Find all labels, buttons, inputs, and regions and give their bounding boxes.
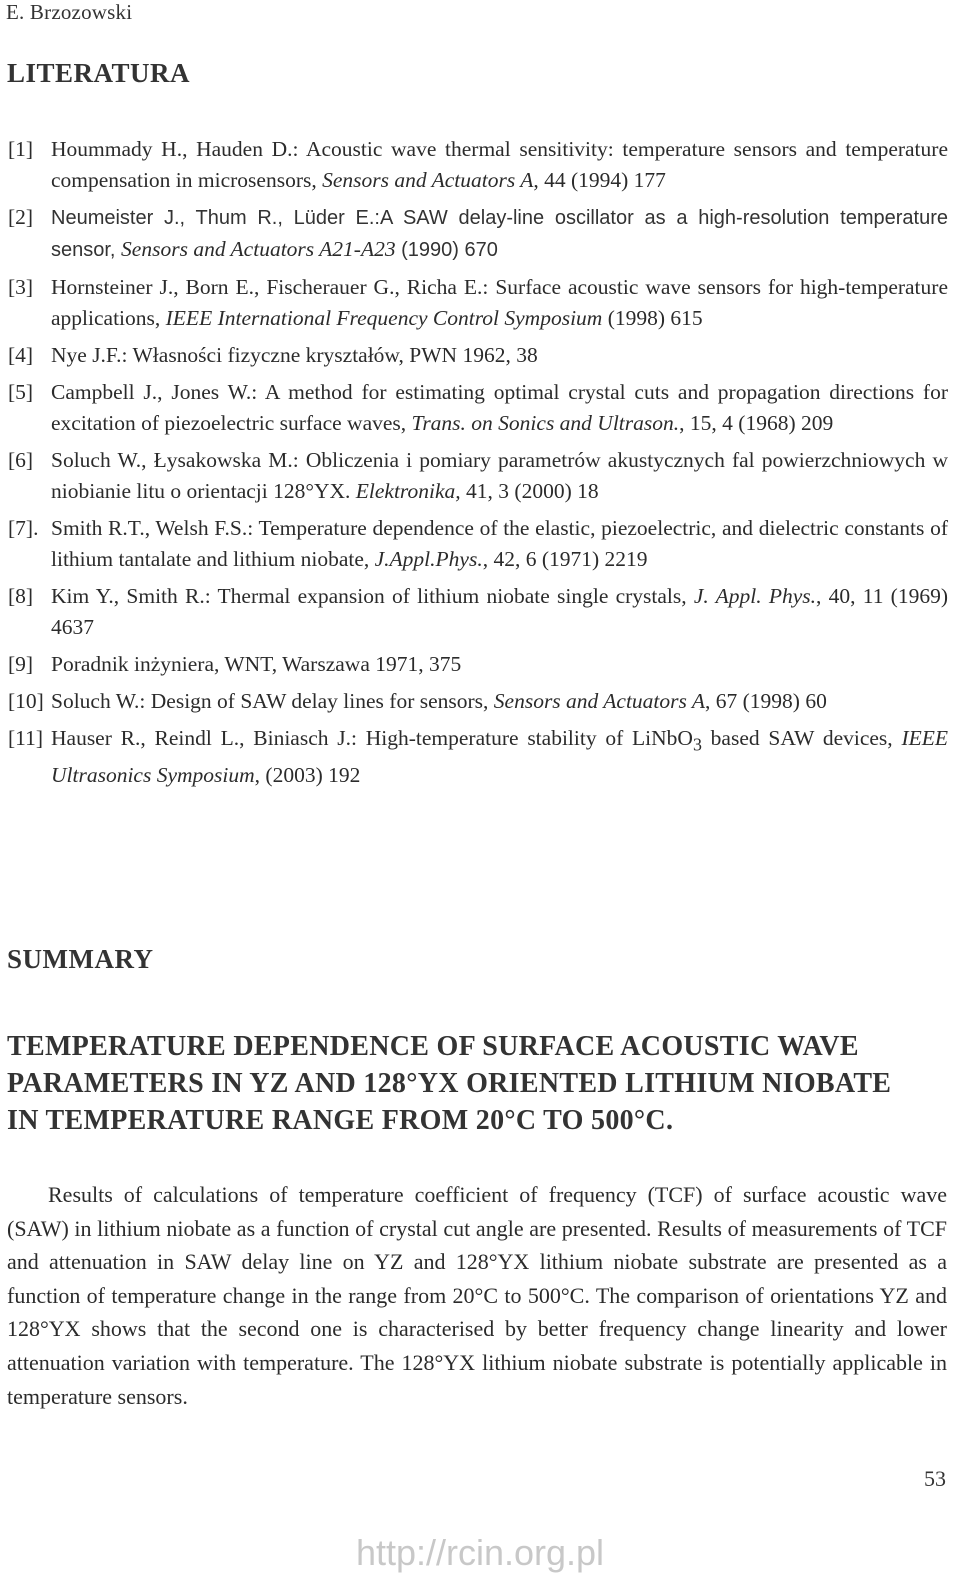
reference-source-title: Sensors and Actuators A21-A23 [121,237,396,261]
reference-text: Campbell J., Jones W.: A method for estimating optimal crystal cuts and propagation directions for excitation of piezoelectric surface waves, [51,380,948,435]
reference-item [8,340,948,371]
reference-list [8,134,948,797]
reference-number: [4] [8,343,34,367]
reference-number: [7]. [8,516,39,540]
reference-source-title: Elektronika, [355,479,461,503]
reference-text: , 15, 4 (1968) 209 [679,411,834,435]
reference-source-title: Sensors and Actuators A [493,689,706,713]
reference-item [8,649,948,680]
reference-number: [10] [8,689,44,713]
reference-text: Soluch W., Łysakowska M.: Obliczenia i pomiary parametrów akustycznych fal powierzchniowych w niobianie litu o orientacji 128°YX. [51,448,948,503]
reference-text: (1990) 670 [395,239,498,261]
reference-item [8,513,948,575]
reference-text: Kim Y., Smith R.: Thermal expansion of lithium niobate single crystals, [51,584,694,608]
title-line: IN TEMPERATURE RANGE FROM 20°C TO 500°C. [7,1105,674,1136]
literatura-heading: LITERATURA [7,58,191,88]
reference-number: [5] [8,380,34,404]
reference-text: , 40, 11 (1969) 4637 [51,584,948,639]
reference-number: [8] [8,584,34,608]
page-number: 53 [924,1466,946,1491]
reference-text: , 44 (1994) 177 [533,168,666,192]
reference-source-title: Sensors and Actuators A [322,168,534,192]
reference-text: Soluch W.: Design of SAW delay lines for sensors, [51,689,494,713]
title-line: TEMPERATURE DEPENDENCE OF SURFACE ACOUSTIC WAVE [7,1031,859,1062]
reference-source-title: J. Appl. Phys. [693,584,817,608]
reference-text: , 67 (1998) 60 [705,689,827,713]
reference-number: [1] [8,137,34,161]
reference-item [8,134,948,196]
reference-number: [6] [8,448,34,472]
running-header-author: E. Brzozowski [6,0,133,24]
reference-number: [3] [8,275,34,299]
reference-text: 41, 3 (2000) 18 [460,479,599,503]
reference-item [8,202,948,266]
reference-source-title: IEEE Ultrasonics Symposium [51,726,948,788]
reference-text: Neumeister J., Thum R., Lüder E.:A SAW delay-line oscillator as a high-resolution temperature sensor, [51,207,948,261]
reference-source-title: IEEE International Frequency Control Symposium [165,306,603,330]
reference-text: , (2003) 192 [254,763,361,788]
reference-text: Smith R.T., Welsh F.S.: Temperature dependence of the elastic, piezoelectric, and dielectric constants of lithium tantalate and lithium niobate, [51,516,948,571]
title-line: PARAMETERS IN YZ AND 128°YX ORIENTED LITHIUM NIOBATE [7,1068,892,1099]
reference-number: [2] [8,205,34,229]
watermark-url: http://rcin.org.pl [355,1532,605,1573]
reference-text: (1998) 615 [602,306,703,330]
reference-item [8,686,948,717]
reference-item [8,377,948,439]
reference-number: [9] [8,652,34,676]
reference-number: [11] [8,726,44,750]
reference-text: Hoummady H., Hauden D.: Acoustic wave thermal sensitivity: temperature sensors and temperature compensation in microsensors, [51,137,948,192]
reference-text: Nye J.F.: Własności fizyczne kryształów, PWN 1962, 38 [51,343,538,367]
reference-item [8,272,948,334]
reference-source-title: J.Appl.Phys. [374,547,483,571]
reference-text: Poradnik inżyniera, WNT, Warszawa 1971, 375 [51,652,462,676]
reference-text: , 42, 6 (1971) 2219 [482,547,648,571]
reference-text: based SAW devices, [701,726,902,750]
reference-source-title: Trans. on Sonics and Ultrason. [411,411,680,435]
paper-title [7,1028,952,1139]
reference-text: Hauser R., Reindl L., Biniasch J.: High-temperature stability of LiNbO [51,726,693,750]
reference-text: Hornsteiner J., Born E., Fischerauer G., Richa E.: Surface acoustic wave sensors for high-temperature applications, [51,275,948,330]
reference-item [8,723,948,791]
abstract-paragraph: Results of calculations of temperature coefficient of frequency (TCF) of surface acoustic wave (SAW) in lithium niobate as a function of crystal cut angle are presented. Results of measurements of TCF and attenuation in SAW delay line on YZ and 128°YX lithium niobate substrate are presented as a function of temperature change in the range from 20°C to 500°C. The comparison of orientations YZ and 128°YX shows that the second one is characterised by better frequency change linearity and lower attenuation variation with temperature. The 128°YX lithium niobate substrate is potentially applicable in temperature sensors. [7,1182,947,1409]
reference-item [8,581,948,643]
reference-text: 3 [692,734,702,755]
summary-heading: SUMMARY [7,944,154,974]
reference-item [8,445,948,507]
